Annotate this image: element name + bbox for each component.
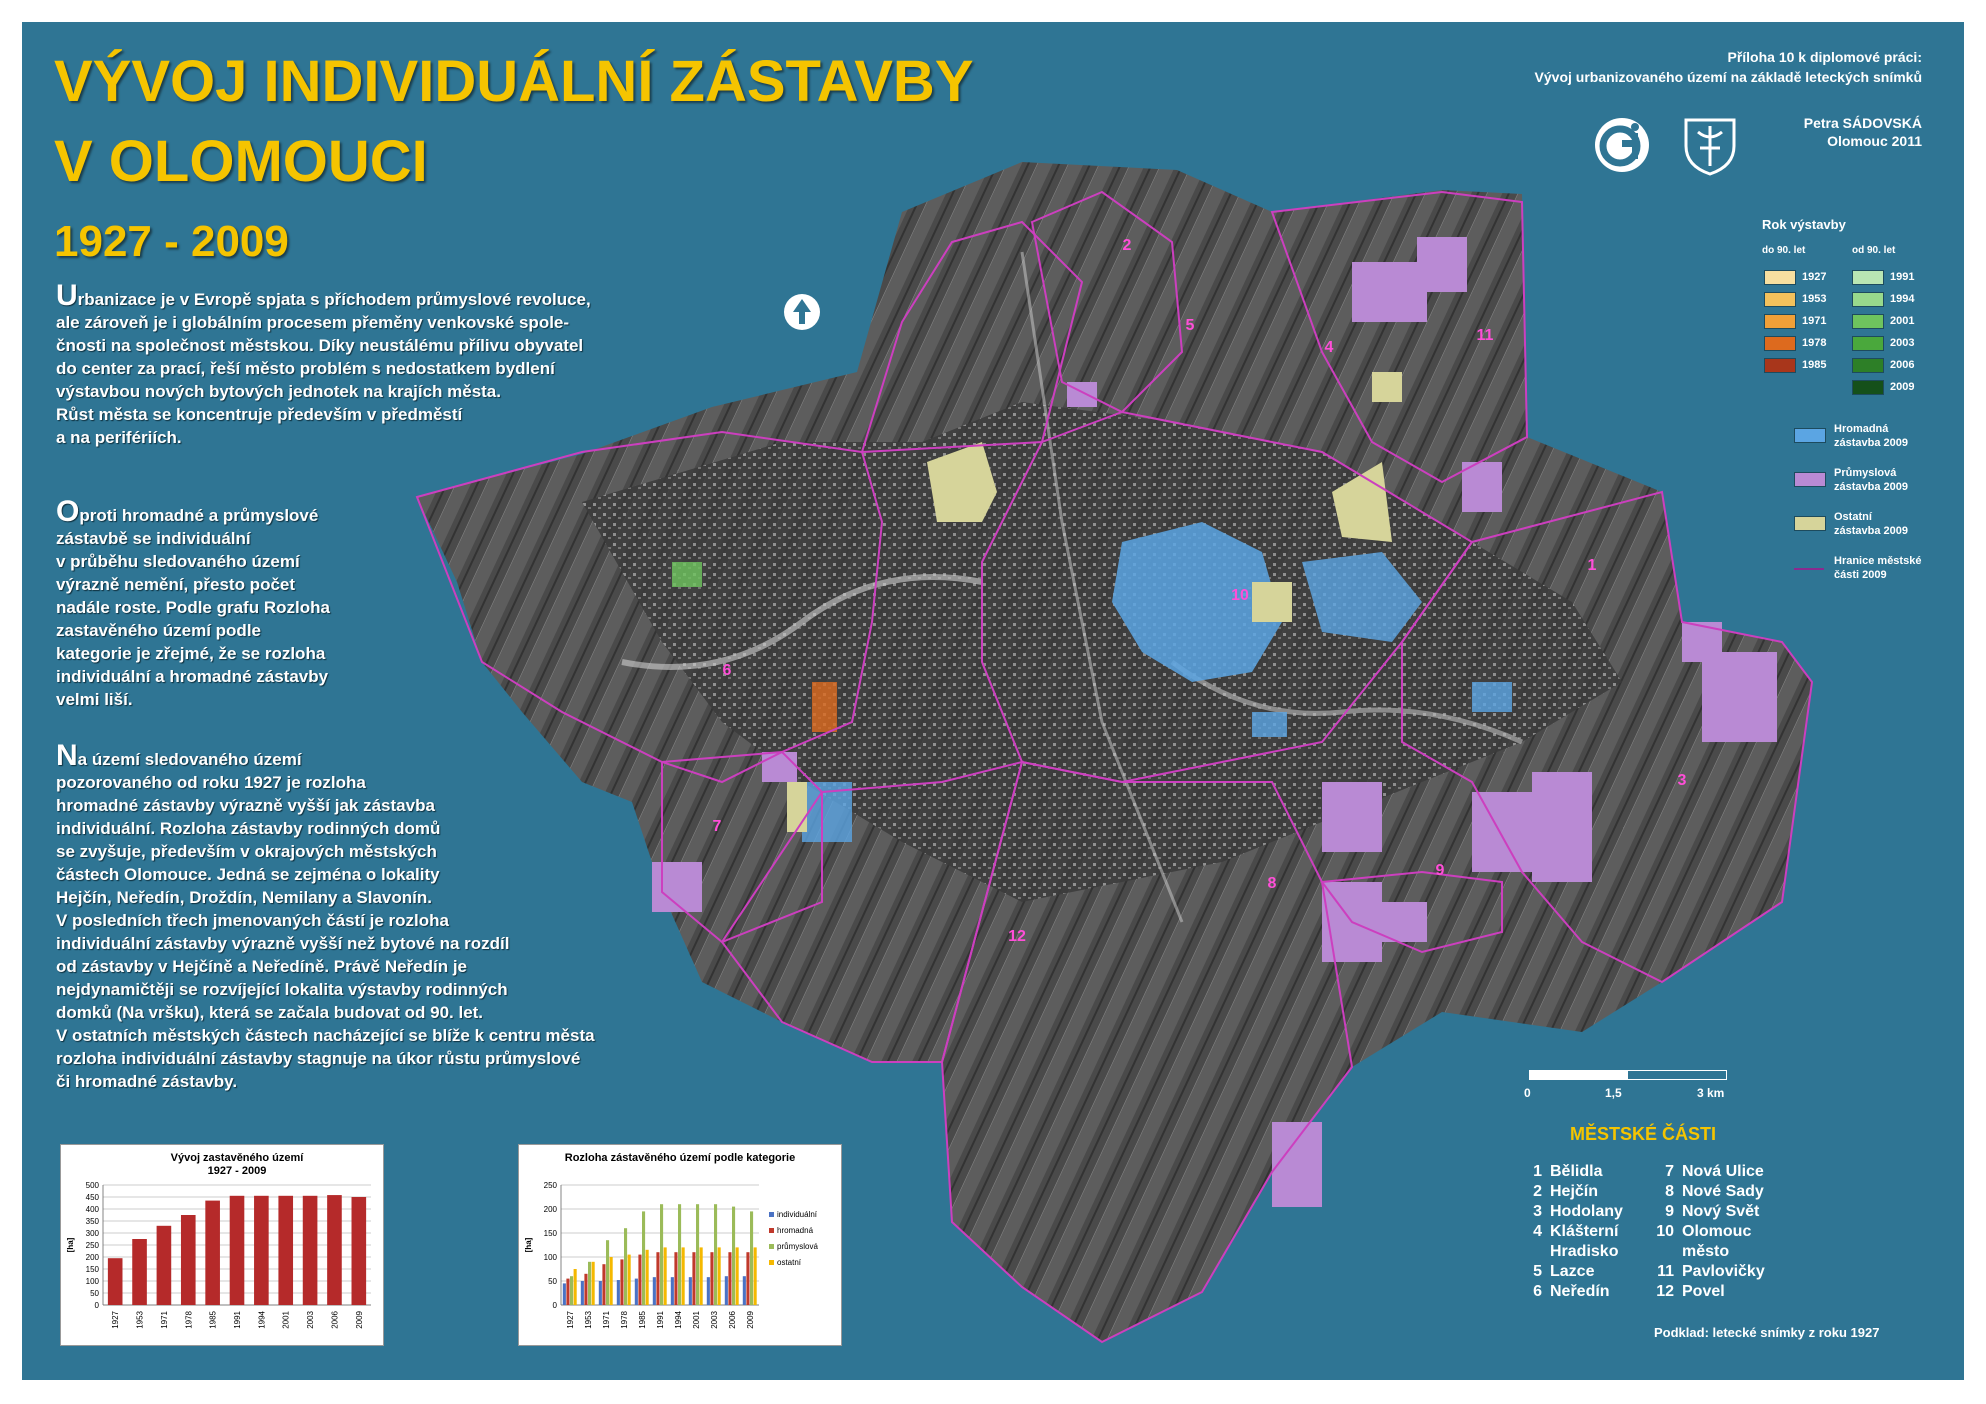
bar-1978 xyxy=(181,1215,196,1305)
legend-entry: individuální xyxy=(777,1210,818,1219)
legend-year-2001-label: 2001 xyxy=(1890,315,1915,327)
bar-2003-průmyslová xyxy=(714,1204,717,1305)
map-label-5: 5 xyxy=(1185,317,1195,334)
findings-text: a území sledovaného území pozorovaného od roku 1927 je rozloha hromadné zástavby výrazně vyšší jak zástavba individuální. Rozloha zástavby rodinných domů se zvyšuje, především v okrajových městských částech Olomouce. Jedná se zejména o lokality Hejčín, Neředín, Droždín, Nemilany a Slavonín. V posledních třech jmenovaných částí je rozloha individuální zástavby výrazně vyšší než bytové na rozdíl od zástavby v Hejčíně a Neředíně. Právě Neředín je nejdynamičtěji se rozvíjející lokalita výstavby rodinných domků (Na vršku), která se začala budovat od 90. let. V ostatních městských částech nacházející se blíže k centru města rozloha individuální zástavby stagnuje na úkor růstu průmyslové či hromadné zástavby. xyxy=(56,750,595,1091)
scale-label-1-5: 1,5 xyxy=(1605,1086,1622,1100)
district-number: 12 xyxy=(1656,1283,1674,1300)
legend-category-0-label2: zástavba 2009 xyxy=(1834,437,1908,449)
y-tick-label: 500 xyxy=(85,1181,99,1190)
bar-1953 xyxy=(132,1239,147,1305)
district-item xyxy=(1520,1202,1623,1222)
x-tick-label: 1991 xyxy=(233,1311,242,1329)
bar-1927-hromadná xyxy=(566,1279,569,1305)
scale-bar xyxy=(1529,1070,1727,1080)
y-tick-label: 250 xyxy=(85,1241,99,1250)
legend-year-1991-label: 1991 xyxy=(1890,271,1915,283)
district-number: 11 xyxy=(1657,1263,1674,1280)
legend-category-2-label1: Ostatní xyxy=(1834,511,1872,523)
bar-1994-individuální xyxy=(671,1277,674,1305)
district-item xyxy=(1520,1262,1623,1282)
growth-chart-svg xyxy=(61,1145,383,1345)
bar-1985 xyxy=(205,1201,220,1305)
scale-label-3km: 3 km xyxy=(1697,1086,1725,1100)
bar-1994-ostatní xyxy=(682,1247,685,1305)
district-item xyxy=(1520,1222,1623,1242)
bar-2006-průmyslová xyxy=(732,1207,735,1305)
bar-1953-hromadná xyxy=(584,1274,587,1305)
x-tick-label: 2006 xyxy=(330,1311,340,1329)
y-tick-label: 0 xyxy=(94,1301,99,1310)
x-tick-label: 1985 xyxy=(208,1311,218,1329)
district-name: Hradisko xyxy=(1550,1243,1619,1260)
bar-2006 xyxy=(327,1195,342,1305)
legend-category-3-label2: části 2009 xyxy=(1834,569,1887,581)
place-year: Olomouc 2011 xyxy=(1827,133,1922,149)
y-tick-label: 200 xyxy=(543,1205,557,1214)
parts-title: MĚSTSKÉ ČÁSTI xyxy=(1570,1124,1717,1144)
bar-1971 xyxy=(157,1226,172,1305)
y-tick-label: 400 xyxy=(85,1205,99,1214)
legend-year-1927-swatch xyxy=(1764,270,1796,285)
legend-title: Rok výstavby xyxy=(1762,217,1846,232)
bar-1991-průmyslová xyxy=(660,1204,663,1305)
bar-2003-individuální xyxy=(707,1277,710,1305)
district-number: 10 xyxy=(1656,1223,1674,1240)
chart-title: Rozloha zástavěného území podle kategorie xyxy=(564,1152,796,1164)
district-item xyxy=(1520,1242,1623,1262)
map-label-3: 3 xyxy=(1677,772,1687,789)
legend-year-1994-swatch xyxy=(1852,292,1884,307)
bar-1927-průmyslová xyxy=(570,1276,573,1305)
y-tick-label: 150 xyxy=(543,1229,557,1238)
district-number: 7 xyxy=(1665,1163,1674,1180)
district-number: 3 xyxy=(1533,1203,1542,1220)
district-name: Klášterní xyxy=(1550,1223,1619,1240)
y-tick-label: 450 xyxy=(85,1193,99,1202)
title-line2: V OLOMOUCI xyxy=(54,129,428,194)
x-tick-label: 1953 xyxy=(584,1311,593,1329)
district-item xyxy=(1652,1162,1765,1182)
legend-year-1978-swatch xyxy=(1764,336,1796,351)
bar-1991-ostatní xyxy=(664,1247,667,1305)
legend-category-1-swatch xyxy=(1794,472,1826,487)
bar-1953-průmyslová xyxy=(588,1262,591,1305)
x-tick-label: 2009 xyxy=(746,1311,755,1329)
district-number: 4 xyxy=(1533,1223,1542,1240)
annex-line1: Příloha 10 k diplomové práci: xyxy=(1727,49,1922,65)
chart-title: Vývoj zastavěného území xyxy=(170,1152,304,1164)
x-tick-label: 1985 xyxy=(638,1311,647,1329)
x-tick-label: 2006 xyxy=(728,1311,737,1329)
x-tick-label: 2003 xyxy=(710,1311,719,1329)
bar-1971-ostatní xyxy=(610,1257,613,1305)
y-tick-label: 50 xyxy=(548,1277,557,1286)
bar-1978-hromadná xyxy=(620,1259,623,1305)
map-label-7: 7 xyxy=(712,818,722,835)
district-item xyxy=(1520,1182,1623,1202)
bar-1994-průmyslová xyxy=(678,1204,681,1305)
district-name: město xyxy=(1682,1243,1730,1260)
district-name: Neředín xyxy=(1550,1283,1610,1300)
district-number: 5 xyxy=(1533,1263,1542,1280)
district-item xyxy=(1520,1162,1623,1182)
y-tick-label: 150 xyxy=(85,1265,99,1274)
x-tick-label: 1994 xyxy=(674,1311,683,1329)
bar-2006-hromadná xyxy=(728,1252,731,1305)
legend-year-1953-label: 1953 xyxy=(1802,293,1827,305)
bar-2003 xyxy=(303,1196,318,1305)
district-name: Nové Sady xyxy=(1682,1183,1764,1200)
x-tick-label: 1994 xyxy=(257,1311,267,1329)
district-number: 1 xyxy=(1533,1163,1542,1180)
x-tick-label: 1978 xyxy=(184,1311,194,1329)
x-tick-label: 2003 xyxy=(306,1311,316,1329)
x-tick-label: 1927 xyxy=(566,1311,575,1329)
bar-1927-individuální xyxy=(563,1283,566,1305)
y-tick-label: 200 xyxy=(85,1253,99,1262)
bar-1971-hromadná xyxy=(602,1264,605,1305)
bar-2003-ostatní xyxy=(718,1247,721,1305)
legend-year-2006-label: 2006 xyxy=(1890,359,1915,371)
district-item xyxy=(1652,1202,1765,1222)
source-note: Podklad: letecké snímky z roku 1927 xyxy=(1654,1325,1880,1340)
legend-col1-header: do 90. let xyxy=(1762,245,1806,256)
district-number: 6 xyxy=(1533,1283,1542,1300)
bar-1978-ostatní xyxy=(628,1255,631,1305)
map-label-12: 12 xyxy=(1008,928,1026,945)
bar-2009-individuální xyxy=(743,1276,746,1305)
bar-1994 xyxy=(254,1196,269,1305)
poster xyxy=(22,22,1964,1380)
legend-entry: hromadná xyxy=(777,1226,814,1235)
legend-category-0-label1: Hromadná xyxy=(1834,423,1889,435)
category-chart-svg xyxy=(519,1145,841,1345)
bar-2001-hromadná xyxy=(692,1252,695,1305)
district-name: Olomouc xyxy=(1682,1223,1752,1240)
y-tick-label: 0 xyxy=(552,1301,557,1310)
district-item xyxy=(1520,1282,1623,1302)
intro-initial: U xyxy=(56,279,78,312)
bar-1991 xyxy=(230,1196,245,1305)
y-tick-label: 100 xyxy=(543,1253,557,1262)
x-tick-label: 2001 xyxy=(281,1311,291,1329)
legend-col2-header: od 90. let xyxy=(1852,245,1896,256)
bar-2009-hromadná xyxy=(746,1252,749,1305)
x-tick-label: 1991 xyxy=(656,1311,665,1329)
author: Petra SÁDOVSKÁ xyxy=(1803,115,1922,131)
legend-category-2-label2: zástavba 2009 xyxy=(1834,525,1908,537)
y-tick-label: 50 xyxy=(90,1289,99,1298)
y-tick-label: 250 xyxy=(543,1181,557,1190)
bar-2001-průmyslová xyxy=(696,1204,699,1305)
legend-year-1927-label: 1927 xyxy=(1802,271,1827,283)
district-item xyxy=(1652,1182,1765,1202)
years-heading: 1927 - 2009 xyxy=(54,217,289,266)
legend-year-1953-swatch xyxy=(1764,292,1796,307)
y-axis-label: [ha] xyxy=(524,1237,533,1253)
legend-year-2006-swatch xyxy=(1852,358,1884,373)
chart-subtitle: 1927 - 2009 xyxy=(207,1165,267,1177)
bar-2001-ostatní xyxy=(700,1247,703,1305)
bar-2009 xyxy=(352,1197,367,1305)
bar-2009-ostatní xyxy=(754,1247,757,1305)
legend-year-2003-swatch xyxy=(1852,336,1884,351)
legend-category-1-label2: zástavba 2009 xyxy=(1834,481,1908,493)
bar-1985-ostatní xyxy=(646,1250,649,1305)
map-label-6: 6 xyxy=(722,662,732,679)
category-chart xyxy=(518,1144,842,1346)
bar-1971-průmyslová xyxy=(606,1240,609,1305)
bar-1985-průmyslová xyxy=(642,1211,645,1305)
y-tick-label: 300 xyxy=(85,1229,99,1238)
legend-year-1985-swatch xyxy=(1764,358,1796,373)
district-name: Nová Ulice xyxy=(1682,1163,1764,1180)
x-tick-label: 1927 xyxy=(111,1311,121,1329)
bar-1985-hromadná xyxy=(638,1255,641,1305)
district-name: Lazce xyxy=(1550,1263,1595,1280)
district-name: Nový Svět xyxy=(1682,1203,1760,1220)
legend-swatch xyxy=(769,1212,774,1217)
district-name: Povel xyxy=(1682,1283,1725,1300)
bar-2009-průmyslová xyxy=(750,1211,753,1305)
district-item xyxy=(1652,1242,1765,1262)
parts-col2 xyxy=(1652,1162,1765,1302)
comparison-text: proti hromadné a průmyslové zástavbě se individuální v průběhu sledovaného území výrazně nemění, přesto počet nadále roste. Podle grafu Rozloha zastavěného území podle kategorie je zřejmé, že se rozloha individuální a hromadné zástavby velmi liší. xyxy=(56,506,330,709)
comparison-initial: O xyxy=(56,495,80,528)
legend-year-1991-swatch xyxy=(1852,270,1884,285)
legend-year-2009-label: 2009 xyxy=(1890,381,1915,393)
growth-chart xyxy=(60,1144,384,1346)
intro-text: rbanizace je v Evropě spjata s příchodem průmyslové revoluce, ale zároveň je i globálním procesem přeměny venkovské spole- čnosti na společnost městskou. Díky neustálému přílivu obyvatel do center za prací, řeší město problém s nedostatkem bydlení výstavbou nových bytových jednotek na krajích města. Růst města se koncentruje především v předměstí a na perifériích. xyxy=(56,290,591,447)
district-item xyxy=(1652,1222,1765,1242)
bar-1971-individuální xyxy=(599,1281,602,1305)
bar-1978-individuální xyxy=(617,1280,620,1305)
x-tick-label: 1978 xyxy=(620,1311,629,1329)
legend-year-1971-swatch xyxy=(1764,314,1796,329)
x-tick-label: 2009 xyxy=(354,1311,364,1329)
map-label-8: 8 xyxy=(1267,875,1277,892)
annex-line2: Vývoj urbanizovaného území na základě leteckých snímků xyxy=(1534,69,1922,85)
district-number: 8 xyxy=(1665,1183,1674,1200)
legend-category-1-label1: Průmyslová xyxy=(1834,467,1897,479)
legend-swatch xyxy=(769,1228,774,1233)
legend-category-0-swatch xyxy=(1794,428,1826,443)
scale-label-0: 0 xyxy=(1524,1086,1531,1100)
bar-1927 xyxy=(108,1258,123,1305)
bar-1978-průmyslová xyxy=(624,1228,627,1305)
x-tick-label: 1971 xyxy=(602,1311,611,1329)
legend-category-2-swatch xyxy=(1794,516,1826,531)
bar-2001 xyxy=(278,1196,293,1305)
bar-1994-hromadná xyxy=(674,1252,677,1305)
map-label-11: 11 xyxy=(1476,327,1494,344)
title-line1: VÝVOJ INDIVIDUÁLNÍ ZÁSTAVBY xyxy=(54,49,974,114)
legend-entry: ostatní xyxy=(777,1258,802,1267)
y-tick-label: 100 xyxy=(85,1277,99,1286)
bar-1953-ostatní xyxy=(592,1262,595,1305)
legend-year-1978-label: 1978 xyxy=(1802,337,1827,349)
district-name: Hodolany xyxy=(1550,1203,1623,1220)
map-label-1: 1 xyxy=(1587,557,1597,574)
legend-entry: průmyslová xyxy=(777,1242,818,1251)
district-item xyxy=(1652,1282,1765,1302)
findings-initial: N xyxy=(56,739,78,772)
bar-1991-individuální xyxy=(653,1277,656,1305)
bar-1953-individuální xyxy=(581,1281,584,1305)
district-name: Pavlovičky xyxy=(1682,1263,1765,1280)
district-name: Bělidla xyxy=(1550,1163,1603,1180)
bar-1991-hromadná xyxy=(656,1252,659,1305)
parts-col1 xyxy=(1520,1162,1623,1302)
x-tick-label: 1953 xyxy=(135,1311,145,1329)
bar-2006-individuální xyxy=(725,1276,728,1305)
map-label-10: 10 xyxy=(1231,587,1249,604)
legend-year-2001-swatch xyxy=(1852,314,1884,329)
legend-swatch xyxy=(769,1244,774,1249)
legend-year-1994-label: 1994 xyxy=(1890,293,1915,305)
x-tick-label: 2001 xyxy=(692,1311,701,1329)
bar-2001-individuální xyxy=(689,1277,692,1305)
district-item xyxy=(1652,1262,1765,1282)
legend-year-2003-label: 2003 xyxy=(1890,337,1915,349)
y-axis-label: [ha] xyxy=(66,1237,75,1253)
legend-year-2009-swatch xyxy=(1852,380,1884,395)
map-label-4: 4 xyxy=(1324,339,1334,356)
map-label-2: 2 xyxy=(1122,237,1132,254)
y-tick-label: 350 xyxy=(85,1217,99,1226)
legend-swatch xyxy=(769,1260,774,1265)
bar-2003-hromadná xyxy=(710,1252,713,1305)
district-number: 2 xyxy=(1533,1183,1542,1200)
bar-1985-individuální xyxy=(635,1279,638,1305)
legend-year-1971-label: 1971 xyxy=(1802,315,1827,327)
district-name: Hejčín xyxy=(1550,1183,1599,1200)
legend-category-3-swatch xyxy=(1794,568,1824,570)
map-label-9: 9 xyxy=(1435,862,1445,879)
bar-2006-ostatní xyxy=(736,1247,739,1305)
x-tick-label: 1971 xyxy=(159,1311,169,1329)
bar-1927-ostatní xyxy=(574,1269,577,1305)
legend-year-1985-label: 1985 xyxy=(1802,359,1827,371)
district-number: 9 xyxy=(1665,1203,1674,1220)
legend-category-3-label1: Hranice městské xyxy=(1834,555,1922,567)
